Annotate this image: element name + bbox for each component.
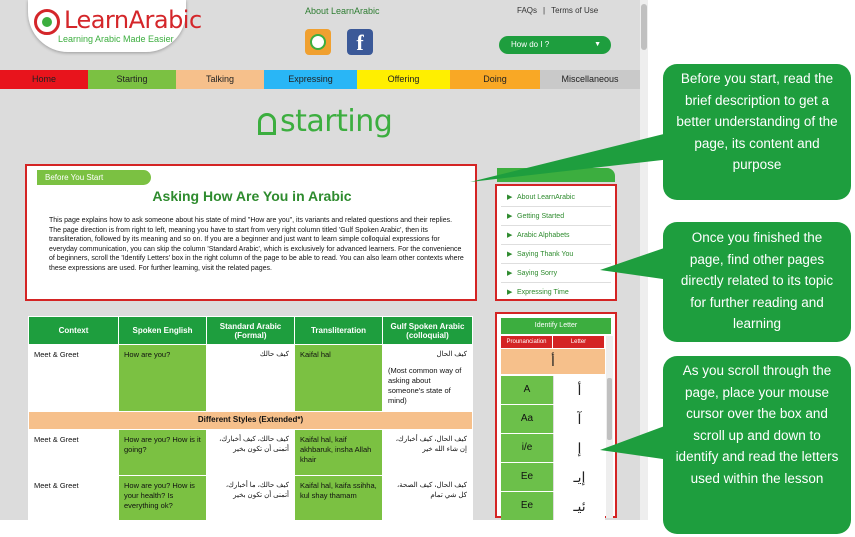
how-do-i-dropdown[interactable] [499,36,611,54]
cell-standard: كيف حالك [207,345,295,412]
callout-identify-letter: As you scroll through the page, place your mouse cursor over the box and scroll up and down to identify and read the letters used within the lesson [663,356,851,534]
related-link-sorry[interactable]: ▶ Saying Sorry [501,264,611,283]
logo-mark-icon [34,9,60,35]
related-link-time[interactable]: ▶ Expressing Time [501,283,611,302]
th-gulf-arabic: Gulf Spoken Arabic (colloquial) [383,317,473,345]
callout-related-pages: Once you finished the page, find other pages directly related to its topic for further reading and learning [663,222,851,342]
nav-item-doing[interactable]: Doing [450,70,540,89]
cell-english: How are you? How is it going? [119,430,207,476]
arrow-right-icon: ▶ [507,232,513,239]
col-letter: Letter [553,336,605,348]
logo-text: LearnArabic [64,6,202,34]
cell-english: How are you? [119,345,207,412]
table-row [29,476,473,521]
letter-row: Ee إيـ [501,463,605,491]
different-styles-band: Different Styles (Extended*) [29,412,473,430]
identify-letter-title: Identify Letter [501,318,611,334]
page-scrollbar-thumb[interactable] [641,4,647,50]
site-logo[interactable] [28,0,202,52]
table-band-row [29,412,473,430]
th-standard-arabic: Standard Arabic (Formal) [207,317,295,345]
facebook-icon[interactable]: f [347,29,373,55]
nav-item-home[interactable]: Home [0,70,88,89]
identify-letter-box[interactable] [495,312,617,518]
table-header-row [29,317,473,345]
cell-english: How are you? How is your health? Is everything ok? [119,476,207,521]
letter-row: Aa آ [501,405,605,433]
cell-translit: Kaifal hal, kaif akhbaruk, insha Allah khair [295,430,383,476]
section-title-text: starting [280,104,393,139]
arrow-right-icon: ▶ [507,289,513,296]
letter-row: Ee ئيـ [501,492,605,520]
arrow-right-icon: ▶ [507,213,513,220]
nav-item-starting[interactable]: Starting [88,70,176,89]
about-link[interactable]: About LearnArabic [305,6,380,16]
cell-context: Meet & Greet [29,476,119,521]
nav-item-expressing[interactable]: Expressing [264,70,357,89]
before-you-start-tab: Before You Start [37,170,151,185]
faqs-link[interactable]: FAQs [517,6,538,15]
th-transliteration: Transliteration [295,317,383,345]
lock-icon [258,113,276,135]
col-pronunciation: Prounanciation [501,336,553,348]
cell-gulf: كيف الحال، كيف الصحة، كل شي تمام [383,476,473,521]
arrow-right-icon: ▶ [507,194,513,201]
letter-rows [501,376,605,520]
table-row [29,345,473,412]
cell-standard: كيف حالك، ما أخبارك، أتمنى أن تكون بخير [207,476,295,521]
table-row [29,430,473,476]
logo-tagline: Learning Arabic Made Easier [58,34,174,44]
letter-group-header: أ [501,349,605,374]
cell-context: Meet & Greet [29,430,119,476]
terms-link[interactable]: Terms of Use [551,6,599,15]
th-context: Context [29,317,119,345]
nav-item-miscellaneous[interactable]: Miscellaneous [540,70,640,89]
callout-tail-1 [470,130,690,190]
cell-gulf: كيف الحال، كيف أخبارك، إن شاء الله خير [383,430,473,476]
letter-row: i/e إ [501,434,605,462]
main-nav [0,70,640,89]
rss-icon[interactable] [305,29,331,55]
cell-gulf-note: (Most common way of asking about someone's state of mind) [388,366,462,405]
intro-description: This page explains how to ask someone about his state of mind "How are you", its variants and related questions and their replies. The page direction is from right to left, meaning you have to start from very right column titled 'Gulf Spoken Arabic', then its transliteration, followed by its meaning and so on. If you are a beginner and just want to learn simple colloquial expressions for everyday communication, you can skip the column 'Standard Arabic', which is exclusively for advanced learners. For the convenience of beginners, scroll the 'Identify Letters' box in the right column of the page to be able to read. You can also learn other contexts where these expressions are used. For further learning, visit the related pages. [49,217,464,272]
callout-before-you-start: Before you start, read the brief description to get a better understanding of the page, its content and purpose [663,64,851,200]
how-do-i-label: How do I ? [511,40,550,49]
expressions-table [28,316,473,520]
related-link-about[interactable]: ▶ About LearnArabic [501,188,611,207]
related-link-thank-you[interactable]: ▶ Saying Thank You [501,245,611,264]
related-pages-list [495,184,617,301]
related-link-alphabets[interactable]: ▶ Arabic Alphabets [501,226,611,245]
nav-item-offering[interactable]: Offering [357,70,450,89]
related-link-getting-started[interactable]: ▶ Getting Started [501,207,611,226]
cell-translit: Kaifal hal [295,345,383,412]
nav-item-talking[interactable]: Talking [176,70,264,89]
cell-context: Meet & Greet [29,345,119,412]
letter-row: A أ [501,376,605,404]
cell-translit: Kaifal hal, kaifa ssihha, kul shay thamam [295,476,383,521]
th-spoken-english: Spoken English [119,317,207,345]
page-title: Asking How Are You in Arabic [152,188,352,204]
chevron-down-icon: ▼ [594,41,601,48]
arrow-right-icon: ▶ [507,270,513,277]
link-separator: | [543,6,546,15]
cell-gulf: كيف الحال (Most common way of asking about someone's state of mind) [383,345,473,412]
arrow-right-icon: ▶ [507,251,513,258]
cell-standard: كيف حالك، كيف أخبارك، أتمنى أن تكون بخير [207,430,295,476]
identify-letter-columns [501,336,605,348]
before-you-start-box [25,164,477,301]
top-links [514,6,601,15]
